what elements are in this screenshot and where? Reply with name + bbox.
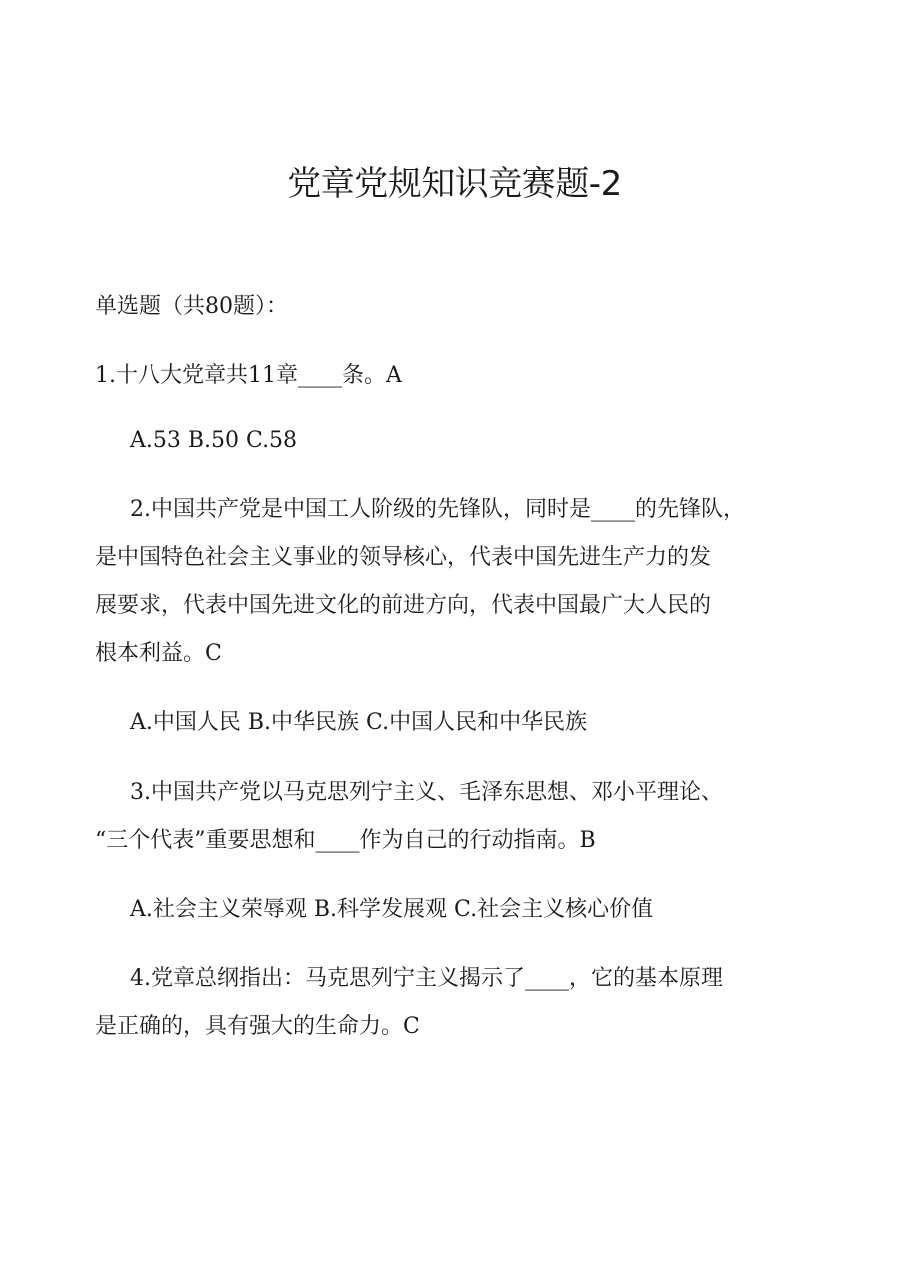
- question-4-text-line-2: 是正确的，具有强大的生命力。C: [95, 1014, 420, 1039]
- question-3-text-line-2: “三个代表”重要思想和____作为自己的行动指南。B: [95, 828, 596, 853]
- section-heading: 单选题（共80题）：: [95, 294, 288, 319]
- question-1-options: A.53 B.50 C.58: [130, 428, 298, 453]
- question-4-text-line-1: 4.党章总纲指出：马克思列宁主义揭示了____，它的基本原理: [130, 966, 723, 991]
- question-2-text-line-4: 根本利益。C: [95, 641, 222, 666]
- question-2-text-line-3: 展要求，代表中国先进文化的前进方向，代表中国最广大人民的: [95, 593, 712, 618]
- document-title: 党章党规知识竞赛题-2: [287, 164, 622, 204]
- question-1-text: 1.十八大党章共11章____条。A: [95, 363, 402, 388]
- question-2-text-line-2: 是中国特色社会主义事业的领导核心，代表中国先进生产力的发: [95, 545, 712, 570]
- question-2-text-line-1: 2.中国共产党是中国工人阶级的先锋队，同时是____的先锋队，: [130, 497, 745, 522]
- question-3-options: A.社会主义荣辱观 B.科学发展观 C.社会主义核心价值: [130, 897, 654, 922]
- question-2-options: A.中国人民 B.中华民族 C.中国人民和中华民族: [130, 710, 588, 735]
- question-3-text-line-1: 3.中国共产党以马克思列宁主义、毛泽东思想、邓小平理论、: [130, 780, 723, 805]
